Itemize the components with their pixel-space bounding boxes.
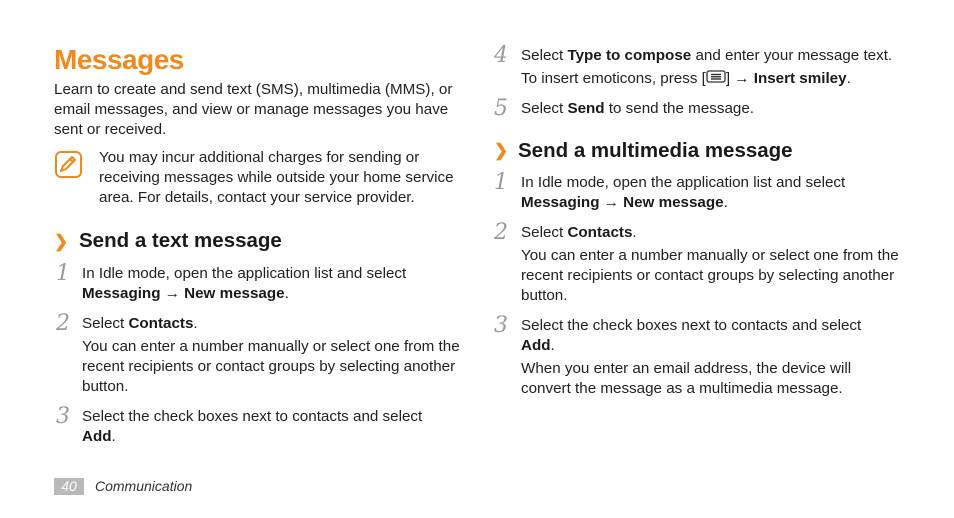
menu-item: Contacts bbox=[567, 224, 633, 241]
step-line: In Idle mode, open the application list and select bbox=[82, 265, 407, 282]
punct: . bbox=[632, 224, 637, 241]
punct: . bbox=[846, 70, 851, 88]
step-number: 3 bbox=[56, 404, 70, 429]
punct: . bbox=[723, 194, 728, 211]
text: Select bbox=[521, 224, 568, 241]
step-text bbox=[521, 99, 921, 119]
step-text bbox=[521, 173, 911, 213]
section-heading-text: Send a text message bbox=[79, 229, 282, 252]
menu-item: Insert smiley bbox=[753, 70, 847, 88]
step-line bbox=[521, 46, 921, 66]
step-text bbox=[521, 223, 906, 306]
step-number: 3 bbox=[494, 313, 508, 338]
step-line bbox=[521, 336, 901, 356]
step-text bbox=[82, 314, 462, 397]
menu-item: Type to compose bbox=[567, 47, 692, 64]
menu-item: New message bbox=[623, 194, 724, 211]
punct: . bbox=[284, 285, 289, 302]
step-line bbox=[82, 427, 462, 447]
step-text bbox=[521, 316, 901, 399]
step-line bbox=[521, 69, 921, 89]
menu-item: Messaging bbox=[521, 194, 600, 211]
text: Select bbox=[521, 47, 568, 64]
menu-item: Add bbox=[82, 428, 112, 445]
step-number: 1 bbox=[56, 261, 70, 286]
step-number: 2 bbox=[56, 311, 70, 336]
punct: . bbox=[193, 315, 198, 332]
text: to send the message. bbox=[604, 100, 755, 117]
note-text: You may incur additional charges for sending or receiving messages while outside your home service area. For details, contact your service provider. bbox=[99, 149, 454, 206]
footer-section: Communication bbox=[95, 478, 193, 494]
text: Select bbox=[82, 315, 129, 332]
step-text bbox=[521, 46, 921, 89]
step-line bbox=[521, 193, 911, 213]
text: ] → bbox=[725, 70, 754, 88]
step-extra: You can enter a number manually or select one from the recent recipients or contact groups by selecting another button. bbox=[521, 247, 899, 304]
step-extra: When you enter an email address, the device will convert the message as a multimedia message. bbox=[521, 360, 852, 397]
chevron-right-icon: ❯ bbox=[494, 141, 509, 160]
menu-item: Contacts bbox=[128, 315, 194, 332]
step-line: Select the check boxes next to contacts and select bbox=[82, 408, 423, 425]
step-text bbox=[82, 407, 462, 447]
step-number: 5 bbox=[494, 96, 508, 121]
step-number: 1 bbox=[494, 170, 508, 195]
step-extra: You can enter a number manually or select one from the recent recipients or contact groups by selecting another button. bbox=[82, 338, 460, 395]
menu-item: New message bbox=[184, 285, 285, 302]
step-line: In Idle mode, open the application list and select bbox=[521, 174, 846, 191]
step-line bbox=[82, 314, 462, 334]
arrow: → bbox=[599, 194, 624, 211]
intro-text: Learn to create and send text (SMS), multimedia (MMS), or email messages, and view or manage messages you have sent or received. bbox=[54, 81, 453, 138]
step-line bbox=[82, 284, 462, 304]
text: Select bbox=[521, 100, 568, 117]
step-line bbox=[521, 99, 921, 119]
punct: . bbox=[550, 337, 555, 354]
step-number: 4 bbox=[494, 43, 508, 68]
page-title: Messages bbox=[54, 44, 184, 75]
step-number: 2 bbox=[494, 220, 508, 245]
chevron-right-icon: ❯ bbox=[54, 232, 69, 251]
menu-item: Messaging bbox=[82, 285, 161, 302]
punct: . bbox=[111, 428, 116, 445]
step-line: Select the check boxes next to contacts and select bbox=[521, 317, 862, 334]
step-text bbox=[82, 264, 462, 304]
note-pencil-icon bbox=[55, 151, 82, 178]
text: and enter your message text. bbox=[691, 47, 893, 64]
step-line bbox=[521, 223, 906, 243]
menu-item: Send bbox=[567, 100, 605, 117]
menu-item: Add bbox=[521, 337, 551, 354]
text: To insert emoticons, press [ bbox=[521, 70, 706, 88]
menu-key-icon bbox=[706, 69, 726, 89]
section-heading-mms: Send a multimedia message bbox=[518, 139, 793, 162]
arrow: → bbox=[160, 285, 185, 302]
page-number: 40 bbox=[54, 478, 84, 495]
